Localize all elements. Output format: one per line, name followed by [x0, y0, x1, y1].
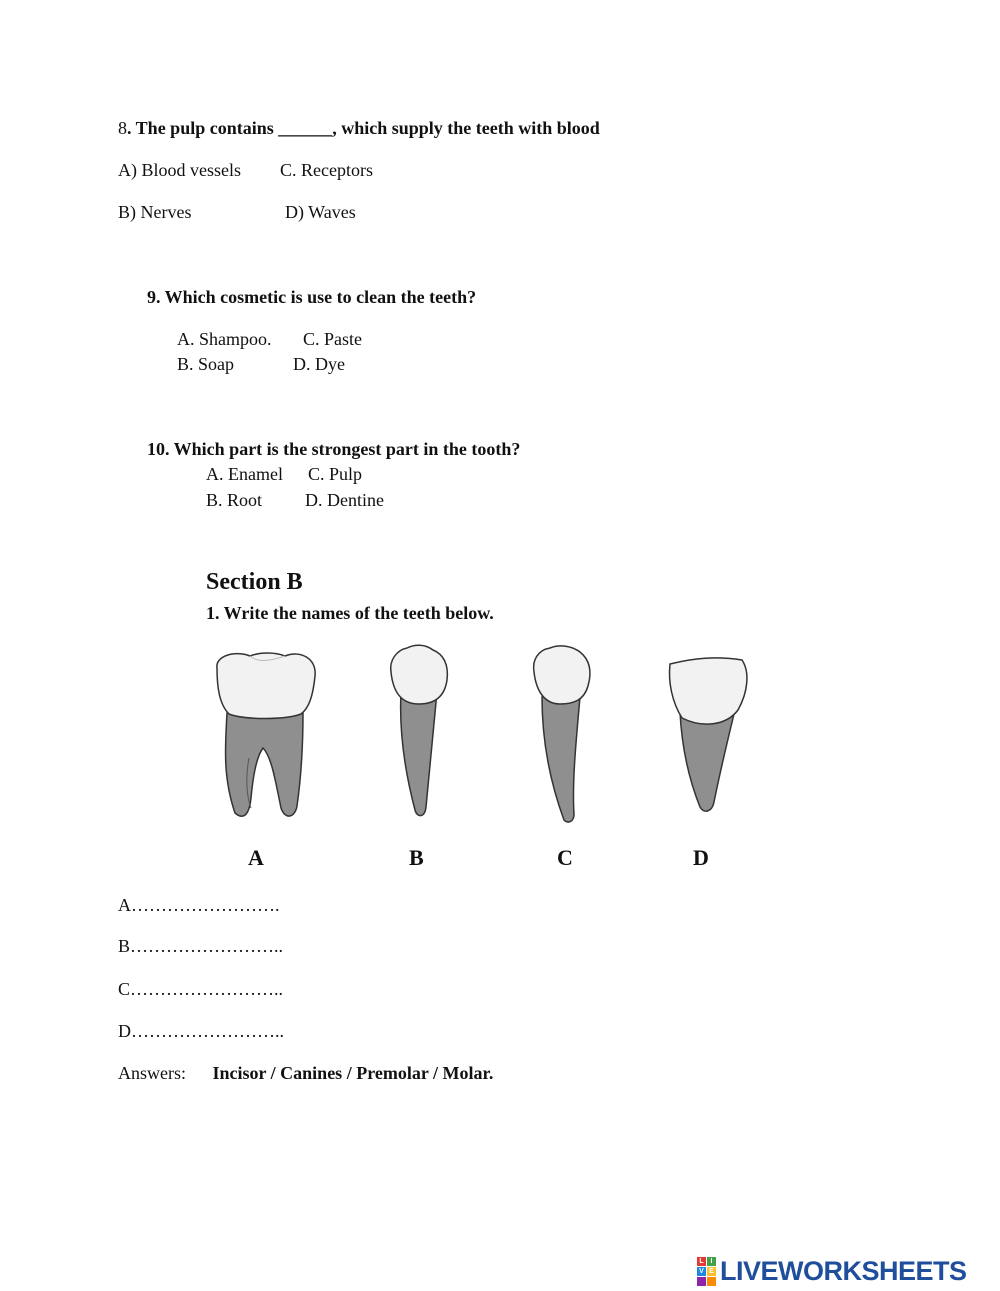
question-8-text: . The pulp contains ______, which supply the teeth with blood — [127, 118, 600, 138]
q10-option-d: D. Dentine — [305, 490, 384, 510]
molar-tooth-image — [205, 648, 325, 828]
answer-blank-d[interactable]: D…………………….. — [118, 1021, 284, 1041]
section-b-title: Section B — [206, 569, 303, 595]
question-9: 9. Which cosmetic is use to clean the teeth? — [147, 287, 477, 307]
tooth-label-a: A — [248, 845, 264, 870]
question-8 — [118, 118, 600, 139]
answers-options: Incisor / Canines / Premolar / Molar. — [212, 1063, 494, 1083]
logo-tiles-icon: L I V E — [697, 1257, 716, 1286]
question-10: 10. Which part is the strongest part in the tooth? — [147, 439, 521, 459]
answers-line — [118, 1063, 493, 1084]
q10-option-c: C. Pulp — [308, 464, 363, 484]
answer-blank-a[interactable]: A……………………. — [118, 895, 280, 915]
answer-blank-b[interactable]: B…………………….. — [118, 936, 284, 956]
q8-option-b: B) Nerves — [118, 202, 192, 222]
q8-option-a: A) Blood vessels — [118, 160, 241, 180]
q9-option-d: D. Dye — [293, 354, 345, 374]
answer-blank-c[interactable]: C…………………….. — [118, 979, 284, 999]
brand-name: LIVEWORKSHEETS — [720, 1255, 967, 1286]
q10-option-a: A. Enamel — [206, 464, 283, 484]
question-8-number: 8 — [118, 118, 127, 138]
incisor-tooth-image — [664, 652, 754, 817]
tooth-label-c: C — [557, 845, 573, 870]
q9-option-b: B. Soap — [177, 354, 235, 374]
q10-option-b: B. Root — [206, 490, 263, 510]
section-b-instruction: 1. Write the names of the teeth below. — [206, 603, 494, 623]
liveworksheets-logo — [697, 1257, 967, 1285]
q8-option-d: D) Waves — [285, 202, 356, 222]
q9-option-a: A. Shampoo. — [177, 329, 272, 349]
q9-option-c: C. Paste — [303, 329, 363, 349]
tooth-label-d: D — [693, 845, 709, 870]
canine-tooth-image — [385, 642, 455, 822]
q8-option-c: C. Receptors — [280, 160, 373, 180]
answers-label: Answers: — [118, 1063, 186, 1083]
tooth-label-b: B — [409, 845, 424, 870]
premolar-tooth-image — [528, 642, 598, 827]
